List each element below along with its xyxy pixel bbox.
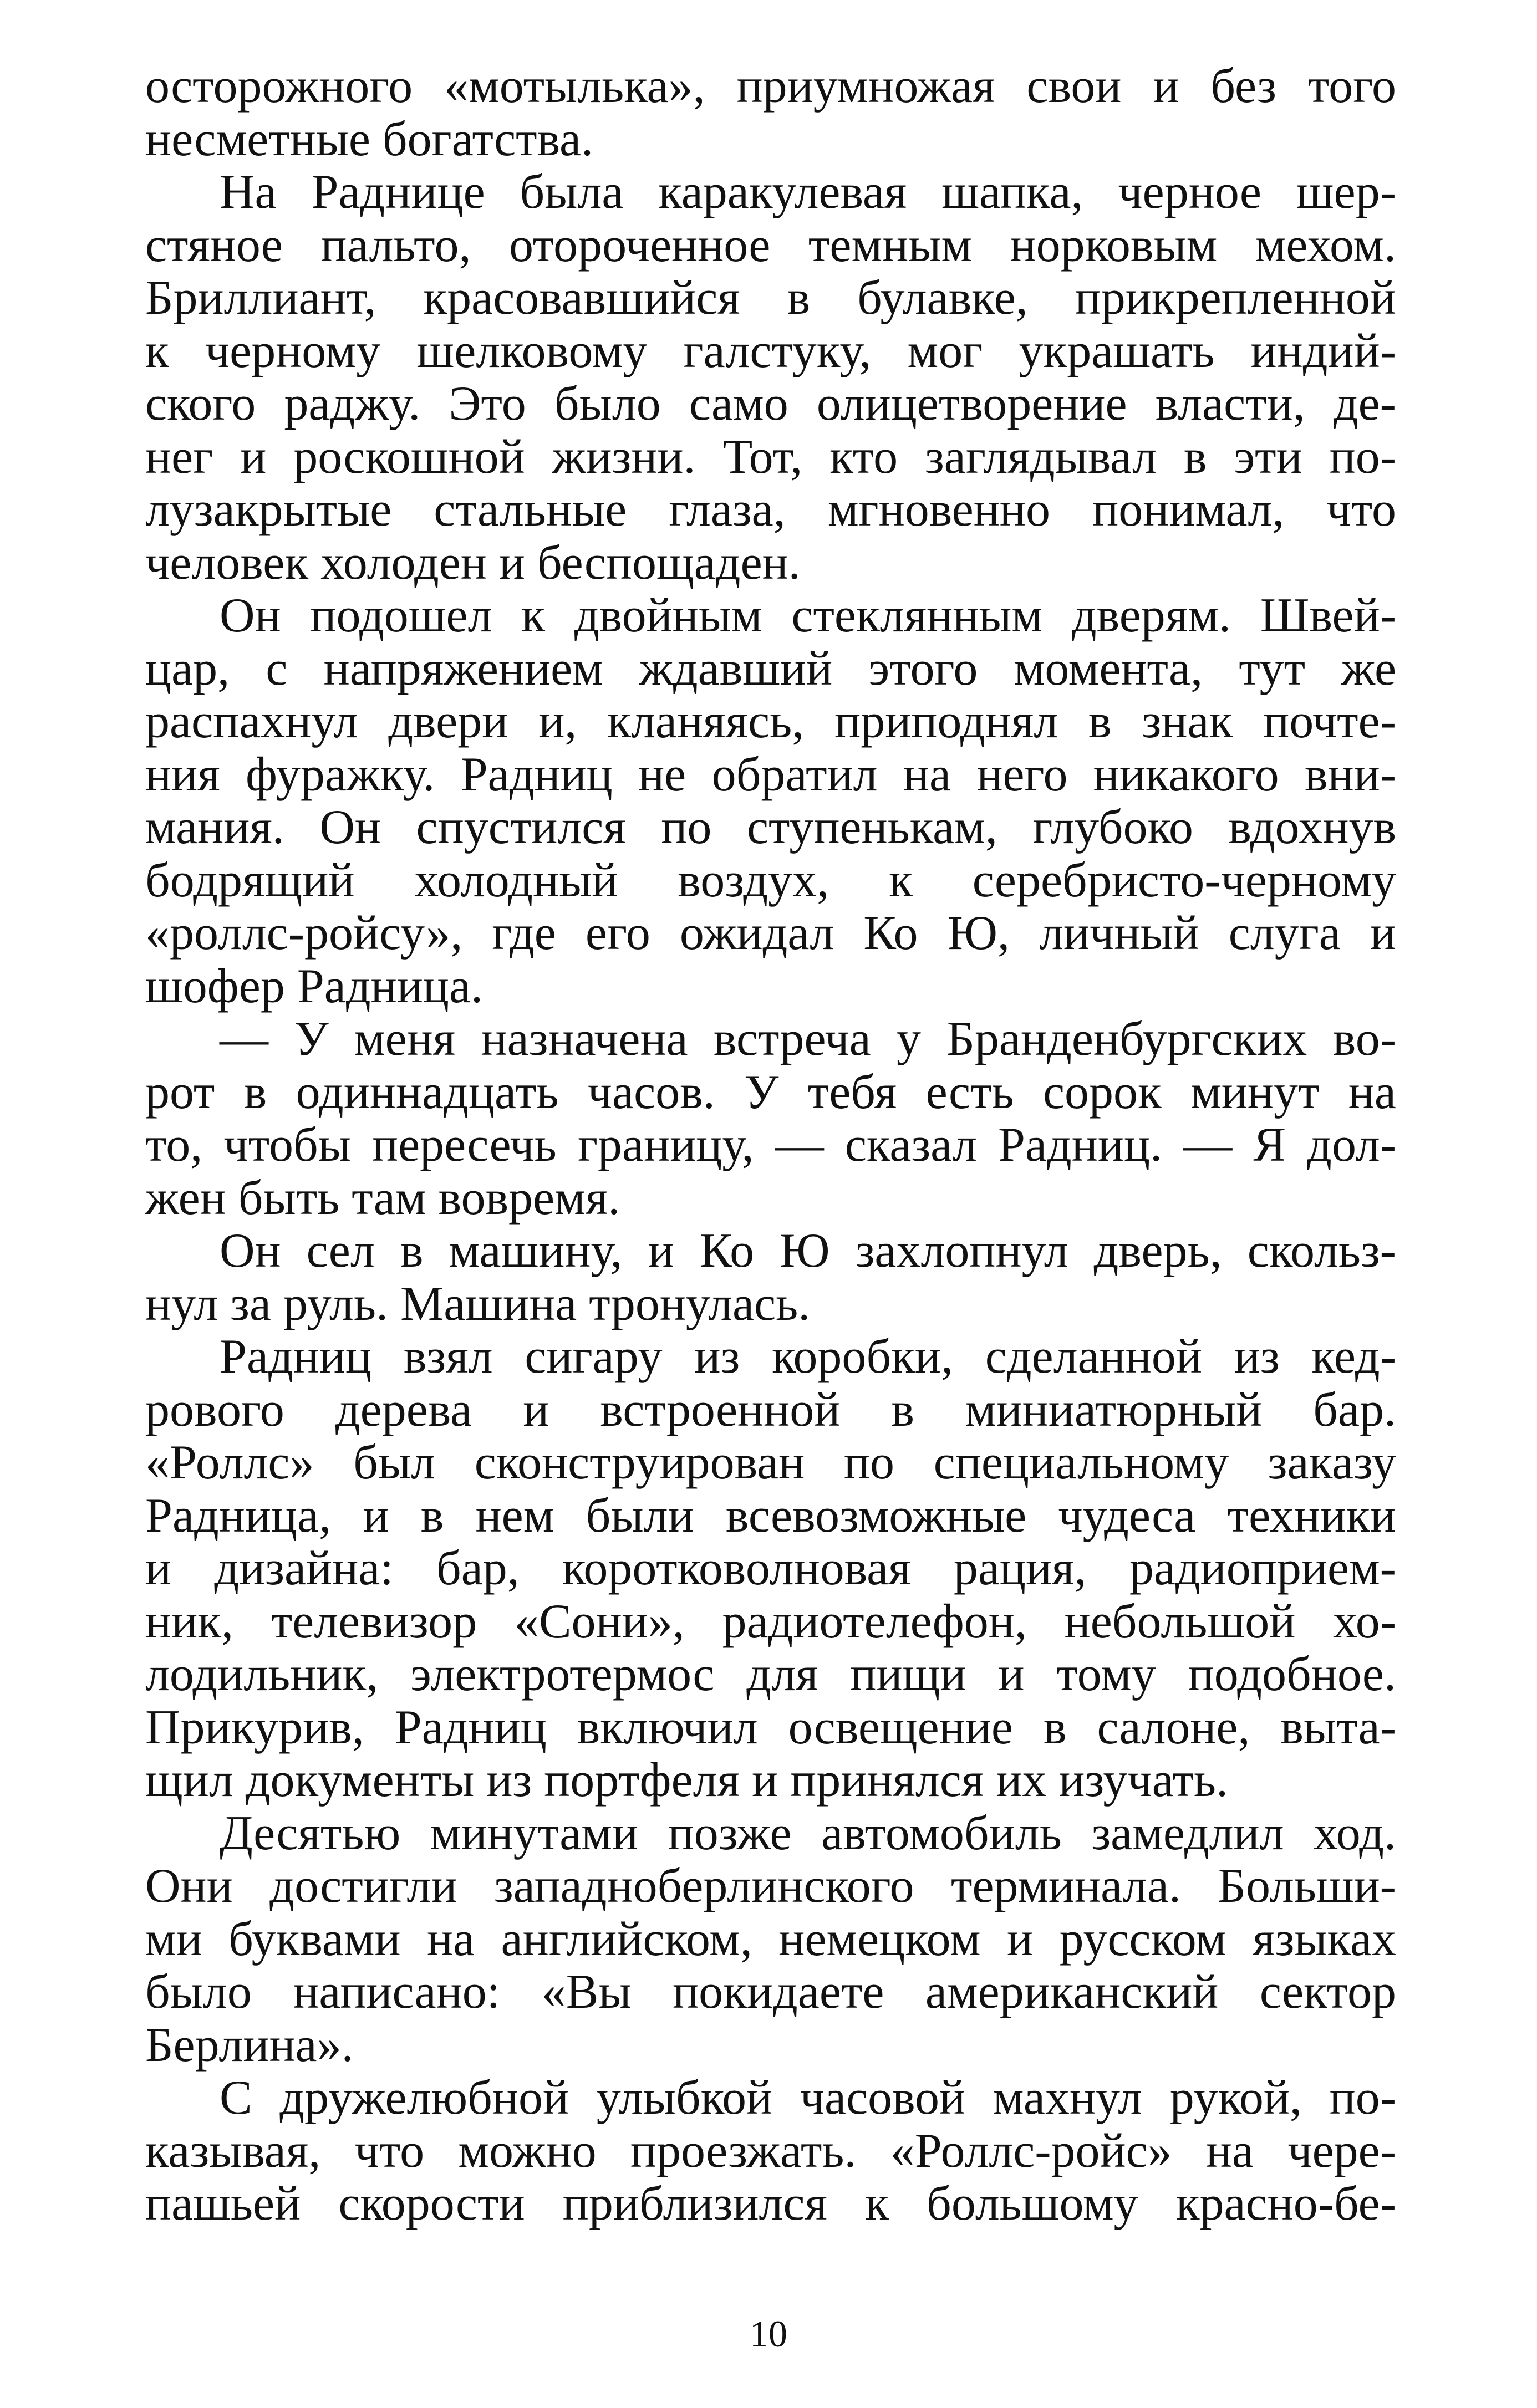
text-line: ского раджу. Это было само олицетворение власти, де-: [145, 377, 1396, 431]
text-line: щил документы из портфеля и принялся их изучать.: [145, 1753, 1229, 1807]
paragraph: [145, 1013, 1396, 1225]
text-line: рового дерева и встроенной в миниатюрный бар.: [145, 1382, 1396, 1437]
text-line: «Роллс» был сконструирован по специальному заказу: [145, 1436, 1396, 1489]
text-line: стяное пальто, отороченное темным норковым мехом.: [145, 218, 1396, 272]
text-line: Прикурив, Радниц включил освещение в салоне, выта-: [145, 1700, 1396, 1754]
text-line: нул за руль. Машина тронулась.: [145, 1277, 811, 1331]
text-line: Радниц взял сигару из коробки, сделанной из кед-: [220, 1330, 1396, 1384]
text-line: Радница, и в нем были всевозможные чудеса техники: [145, 1488, 1396, 1543]
text-line: пашьей скорости приблизился к большому красно-бе-: [145, 2177, 1396, 2231]
text-line: ния фуражку. Радниц не обратил на него никакого вни-: [145, 747, 1396, 802]
text-line: осторожного «мотылька», приумножая свои и без того: [145, 59, 1396, 113]
text-line: к черному шелковому галстуку, мог украшать индий-: [145, 324, 1396, 378]
paragraph: [145, 60, 1396, 166]
text-line: казывая, что можно проезжать. «Роллс-ройс» на чере-: [145, 2124, 1396, 2178]
text-line: ми буквами на английском, немецком и русском языках: [145, 1912, 1396, 1966]
text-line: лузакрытые стальные глаза, мгновенно понимал, что: [145, 483, 1396, 537]
text-line: человек холоден и беспощаден.: [145, 535, 801, 590]
paragraph: [145, 1330, 1396, 1807]
text-line: С дружелюбной улыбкой часовой махнул рукой, по-: [220, 2071, 1396, 2125]
text-line: распахнул двери и, кланяясь, приподнял в знак почте-: [145, 695, 1396, 748]
body-text: [145, 60, 1396, 2231]
text-line: рот в одиннадцать часов. У тебя есть сорок минут на: [145, 1065, 1396, 1119]
paragraph: [145, 589, 1396, 1013]
text-line: Десятью минутами позже автомобиль замедлил ход.: [220, 1806, 1396, 1860]
text-line: лодильник, электротермос для пищи и тому подобное.: [145, 1647, 1396, 1701]
text-line: цар, с напряжением ждавший этого момента, тут же: [145, 641, 1396, 696]
paragraph: [145, 1807, 1396, 2072]
paragraph: [145, 2072, 1396, 2231]
page-number: 10: [750, 2313, 787, 2355]
text-line: Берлина».: [145, 2018, 354, 2072]
text-line: ник, телевизор «Сони», радиотелефон, небольшой хо-: [145, 1594, 1396, 1649]
text-line: Он сел в машину, и Ко Ю захлопнул дверь, скольз-: [220, 1224, 1396, 1278]
text-line: мания. Он спустился по ступенькам, глубоко вдохнув: [145, 800, 1396, 854]
text-line: Он подошел к двойным стеклянным дверям. Швей-: [220, 589, 1396, 642]
text-line: — У меня назначена встреча у Бранденбургских во-: [220, 1012, 1396, 1066]
text-line: Бриллиант, красовавшийся в булавке, прикрепленной: [145, 271, 1396, 325]
paragraph: [145, 1225, 1396, 1330]
text-line: было написано: «Вы покидаете американский сектор: [145, 1965, 1396, 2019]
text-line: шофер Радница.: [145, 959, 483, 1013]
text-line: и дизайна: бар, коротковолновая рация, радиоприем-: [145, 1542, 1396, 1595]
text-line: жен быть там вовремя.: [145, 1171, 620, 1225]
text-line: нег и роскошной жизни. Тот, кто заглядывал в эти по-: [145, 430, 1396, 484]
text-line: «роллс-ройсу», где его ожидал Ко Ю, личный слуга и: [145, 906, 1396, 960]
paragraph: [145, 166, 1396, 589]
text-line: то, чтобы пересечь границу, — сказал Радниц. — Я дол-: [145, 1118, 1396, 1172]
text-line: На Раднице была каракулевая шапка, черное шер-: [220, 165, 1396, 219]
text-line: Они достигли западноберлинского терминала. Больши-: [145, 1859, 1396, 1913]
text-line: бодрящий холодный воздух, к серебристо-черному: [145, 853, 1396, 907]
text-line: несметные богатства.: [145, 112, 594, 166]
